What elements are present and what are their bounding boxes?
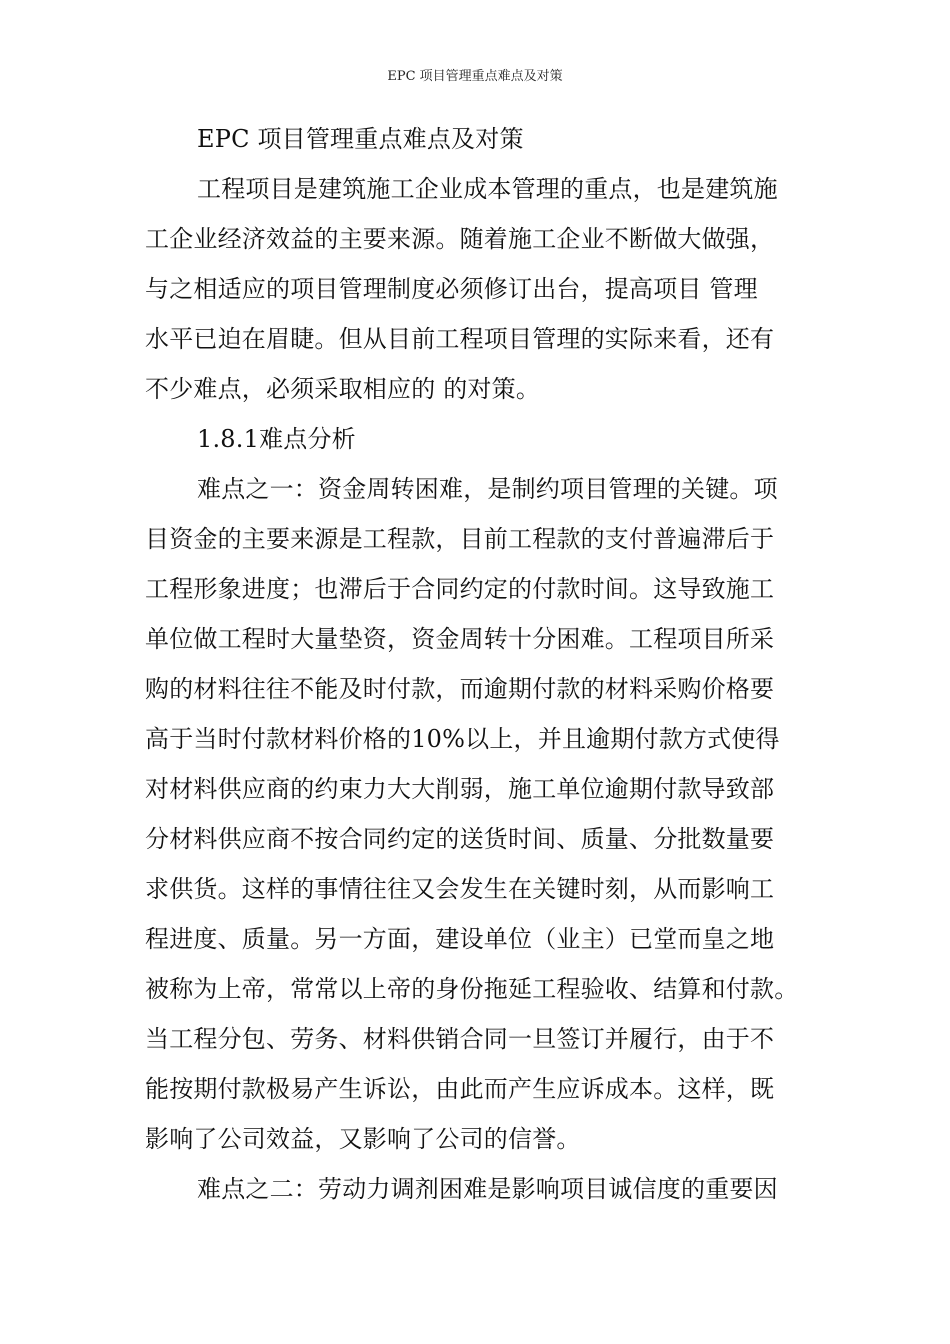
paragraph-line: 工程形象进度；也滞后于合同约定的付款时间。这导致施工 <box>145 575 775 603</box>
paragraph-line: 被称为上帝，常常以上帝的身份拖延工程验收、结算和付款。 <box>145 975 799 1003</box>
paragraph-line: 程进度、质量。另一方面，建设单位（业主）已堂而皇之地 <box>145 925 775 953</box>
paragraph-line: 难点之二：劳动力调剂困难是影响项目诚信度的重要因 <box>197 1175 778 1203</box>
paragraph-line: 能按期付款极易产生诉讼，由此而产生应诉成本。这样，既 <box>145 1075 775 1103</box>
paragraph-line: 工程项目是建筑施工企业成本管理的重点，也是建筑施 <box>197 175 778 203</box>
paragraph-line: 高于当时付款材料价格的10%以上，并且逾期付款方式使得 <box>145 725 780 753</box>
document-title: EPC 项目管理重点难点及对策 <box>197 125 524 153</box>
paragraph-line: 难点之一：资金周转困难，是制约项目管理的关键。项 <box>197 475 778 503</box>
paragraph-line: 单位做工程时大量垫资，资金周转十分困难。工程项目所采 <box>145 625 775 653</box>
difficulty-one-paragraph <box>145 464 810 1164</box>
paragraph-line: 求供货。这样的事情往往又会发生在关键时刻，从而影响工 <box>145 875 775 903</box>
paragraph-line: 影响了公司效益，又影响了公司的信誉。 <box>145 1125 581 1153</box>
running-header: EPC 项目管理重点难点及对策 <box>387 69 563 84</box>
paragraph-line: 与之相适应的项目管理制度必须修订出台，提高项目 管理 <box>145 275 758 303</box>
paragraph-line: 购的材料往往不能及时付款，而逾期付款的材料采购价格要 <box>145 675 775 703</box>
paragraph-line: 水平已迫在眉睫。但从目前工程项目管理的实际来看，还有 <box>145 325 775 353</box>
paragraph-line: 工企业经济效益的主要来源。随着施工企业不断做大做强， <box>145 225 775 253</box>
paragraph-line: 分材料供应商不按合同约定的送货时间、质量、分批数量要 <box>145 825 775 853</box>
paragraph-line: 当工程分包、劳务、材料供销合同一旦签订并履行，由于不 <box>145 1025 775 1053</box>
difficulty-two-paragraph <box>145 1164 810 1214</box>
paragraph-line: 对材料供应商的约束力大大削弱，施工单位逾期付款导致部 <box>145 775 775 803</box>
section-heading: 1.8.1难点分析 <box>197 425 356 453</box>
paragraph-line: 不少难点，必须采取相应的 的对策。 <box>145 375 541 403</box>
paragraph-line: 目资金的主要来源是工程款，目前工程款的支付普遍滞后于 <box>145 525 775 553</box>
intro-paragraph <box>145 164 810 414</box>
document-body <box>145 114 810 1214</box>
